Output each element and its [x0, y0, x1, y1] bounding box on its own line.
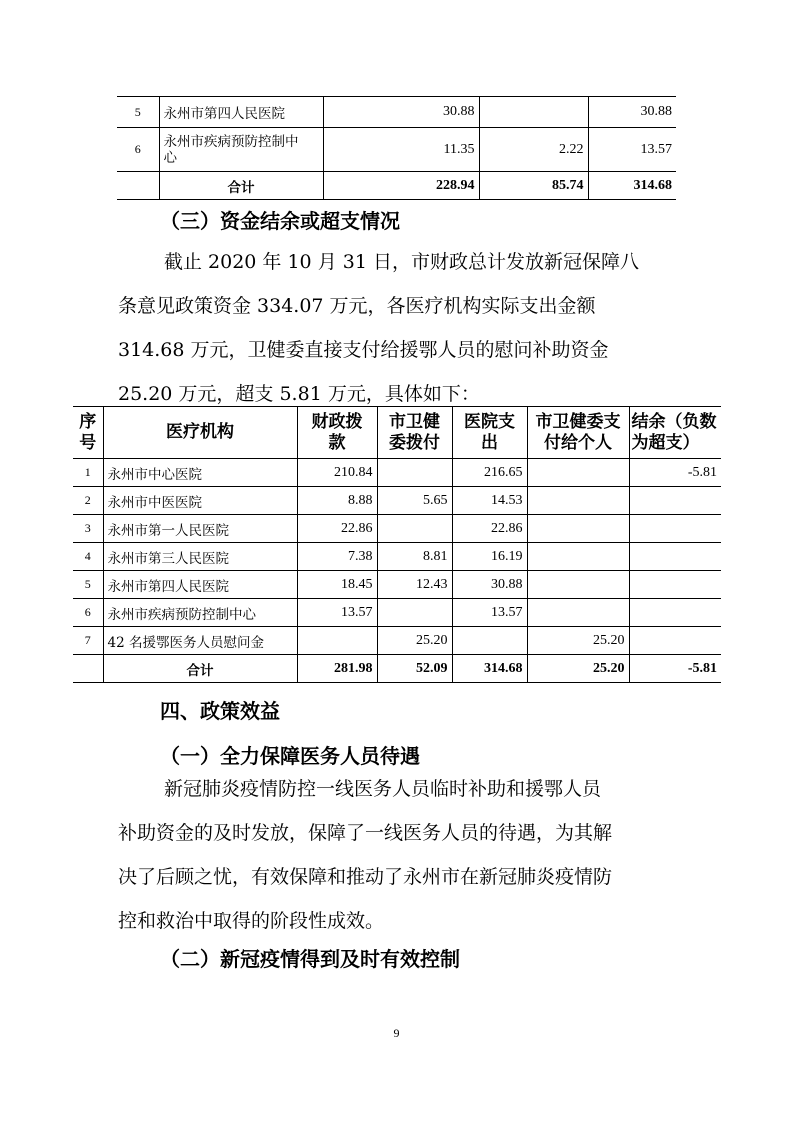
cell-value: 2.22 [479, 128, 588, 172]
org-name: 永州市第四人民医院 [159, 97, 323, 128]
paragraph [118, 767, 678, 943]
header-line: 付给个人 [544, 432, 612, 453]
row-number: 6 [73, 599, 103, 627]
cell-value [527, 459, 629, 487]
header-line: 为超支） [631, 432, 700, 453]
table-row [117, 97, 676, 128]
org-name: 永州市中医医院 [103, 487, 297, 515]
col-header-org: 医疗机构 [103, 407, 297, 459]
col-header-health [377, 407, 452, 459]
total-row [73, 655, 721, 683]
paragraph-line: 补助资金的及时发放，保障了一线医务人员的待遇，为其解 [118, 822, 613, 844]
org-name: 永州市第一人民医院 [103, 515, 297, 543]
org-name: 永州市中心医院 [103, 459, 297, 487]
cell-value [479, 97, 588, 128]
total-value: 314.68 [588, 172, 676, 200]
col-header-personal [527, 407, 629, 459]
cell-value [629, 487, 721, 515]
paragraph-line: 新冠肺炎疫情防控一线医务人员临时补助和援鄂人员 [164, 778, 602, 800]
cell-value: 210.84 [297, 459, 377, 487]
total-value: 314.68 [452, 655, 527, 683]
paragraph-line: 决了后顾之忧，有效保障和推动了永州市在新冠肺炎疫情防 [118, 866, 613, 888]
total-label: 合计 [159, 172, 323, 200]
table-header-row [73, 407, 721, 459]
cell-value [629, 627, 721, 655]
balance-table [73, 406, 721, 683]
cell-value: 30.88 [588, 97, 676, 128]
cell-value: 22.86 [452, 515, 527, 543]
cell-value [377, 599, 452, 627]
org-name [159, 128, 323, 172]
cell-value [527, 487, 629, 515]
header-line: 款 [328, 432, 346, 453]
row-number: 6 [117, 128, 159, 172]
page-number: 9 [393, 1026, 400, 1040]
row-number: 3 [73, 515, 103, 543]
cell-value [629, 571, 721, 599]
cell-value: 8.81 [377, 543, 452, 571]
table-row [117, 128, 676, 172]
col-header-fiscal [297, 407, 377, 459]
total-row [117, 172, 676, 200]
total-label: 合计 [103, 655, 297, 683]
cell-value: 7.38 [297, 543, 377, 571]
cell-value [629, 515, 721, 543]
paragraph-line: 截止 2020 年 10 月 31 日，市财政总计发放新冠保障八 [164, 251, 639, 273]
cell-value: -5.81 [629, 459, 721, 487]
cell-value: 11.35 [323, 128, 479, 172]
cell-value [297, 627, 377, 655]
subsection-heading: （一）全力保障医务人员待遇 [160, 744, 420, 768]
row-number: 5 [73, 571, 103, 599]
total-value: 85.74 [479, 172, 588, 200]
empty-cell [117, 172, 159, 200]
paragraph [118, 240, 678, 416]
table-row [73, 515, 721, 543]
header-line: 市卫健 [389, 411, 440, 432]
org-name: 永州市第三人民医院 [103, 543, 297, 571]
cell-value [452, 627, 527, 655]
table-row [73, 487, 721, 515]
row-number: 2 [73, 487, 103, 515]
cell-value [527, 599, 629, 627]
cell-value: 13.57 [588, 128, 676, 172]
org-name: 永州市疾病预防控制中心 [103, 599, 297, 627]
header-line: 市卫健委支 [535, 411, 621, 432]
table-row [73, 627, 721, 655]
org-name-line: 永州市疾病预防控制中 [163, 133, 299, 150]
header-line: 序 [79, 411, 97, 432]
paragraph-line: 控和救治中取得的阶段性成效。 [118, 910, 385, 932]
row-number: 4 [73, 543, 103, 571]
table-row [73, 459, 721, 487]
cell-value: 25.20 [527, 627, 629, 655]
total-value: 228.94 [323, 172, 479, 200]
row-number: 1 [73, 459, 103, 487]
cell-value [377, 515, 452, 543]
org-name-line: 心 [163, 149, 177, 166]
cell-value: 8.88 [297, 487, 377, 515]
cell-value: 25.20 [377, 627, 452, 655]
cell-value [527, 543, 629, 571]
section-heading: （三）资金结余或超支情况 [160, 209, 400, 233]
org-name: 永州市第四人民医院 [103, 571, 297, 599]
paragraph-line: 314.68 万元，卫健委直接支付给援鄂人员的慰问补助资金 [118, 339, 609, 361]
cell-value [629, 543, 721, 571]
cell-value: 5.65 [377, 487, 452, 515]
total-value: 52.09 [377, 655, 452, 683]
paragraph-line: 25.20 万元，超支 5.81 万元，具体如下： [118, 383, 480, 405]
cell-value: 30.88 [452, 571, 527, 599]
cell-value: 18.45 [297, 571, 377, 599]
cell-value [527, 571, 629, 599]
subsection-heading: （二）新冠疫情得到及时有效控制 [160, 947, 460, 971]
col-header-hospital [452, 407, 527, 459]
cell-value: 13.57 [452, 599, 527, 627]
org-name: 42 名援鄂医务人员慰问金 [103, 627, 297, 655]
cell-value [629, 599, 721, 627]
table-row [73, 571, 721, 599]
paragraph-line: 条意见政策资金 334.07 万元，各医疗机构实际支出金额 [118, 295, 596, 317]
table-row [73, 599, 721, 627]
header-line: 委拨付 [389, 432, 440, 453]
header-line: 结余（负数 [631, 411, 717, 432]
header-line: 财政拨 [311, 411, 363, 432]
row-number: 5 [117, 97, 159, 128]
total-value: -5.81 [629, 655, 721, 683]
empty-cell [73, 655, 103, 683]
col-header-no [73, 407, 103, 459]
funding-table-continued [117, 96, 676, 200]
cell-value: 13.57 [297, 599, 377, 627]
section-heading: 四、政策效益 [160, 699, 280, 723]
cell-value: 16.19 [452, 543, 527, 571]
cell-value: 14.53 [452, 487, 527, 515]
total-value: 281.98 [297, 655, 377, 683]
cell-value [377, 459, 452, 487]
header-line: 号 [79, 432, 97, 453]
header-line: 医院支 [464, 411, 515, 432]
row-number: 7 [73, 627, 103, 655]
total-value: 25.20 [527, 655, 629, 683]
cell-value: 12.43 [377, 571, 452, 599]
cell-value: 216.65 [452, 459, 527, 487]
header-line: 出 [481, 432, 498, 453]
col-header-balance [629, 407, 721, 459]
cell-value: 22.86 [297, 515, 377, 543]
cell-value [527, 515, 629, 543]
cell-value: 30.88 [323, 97, 479, 128]
table-row [73, 543, 721, 571]
